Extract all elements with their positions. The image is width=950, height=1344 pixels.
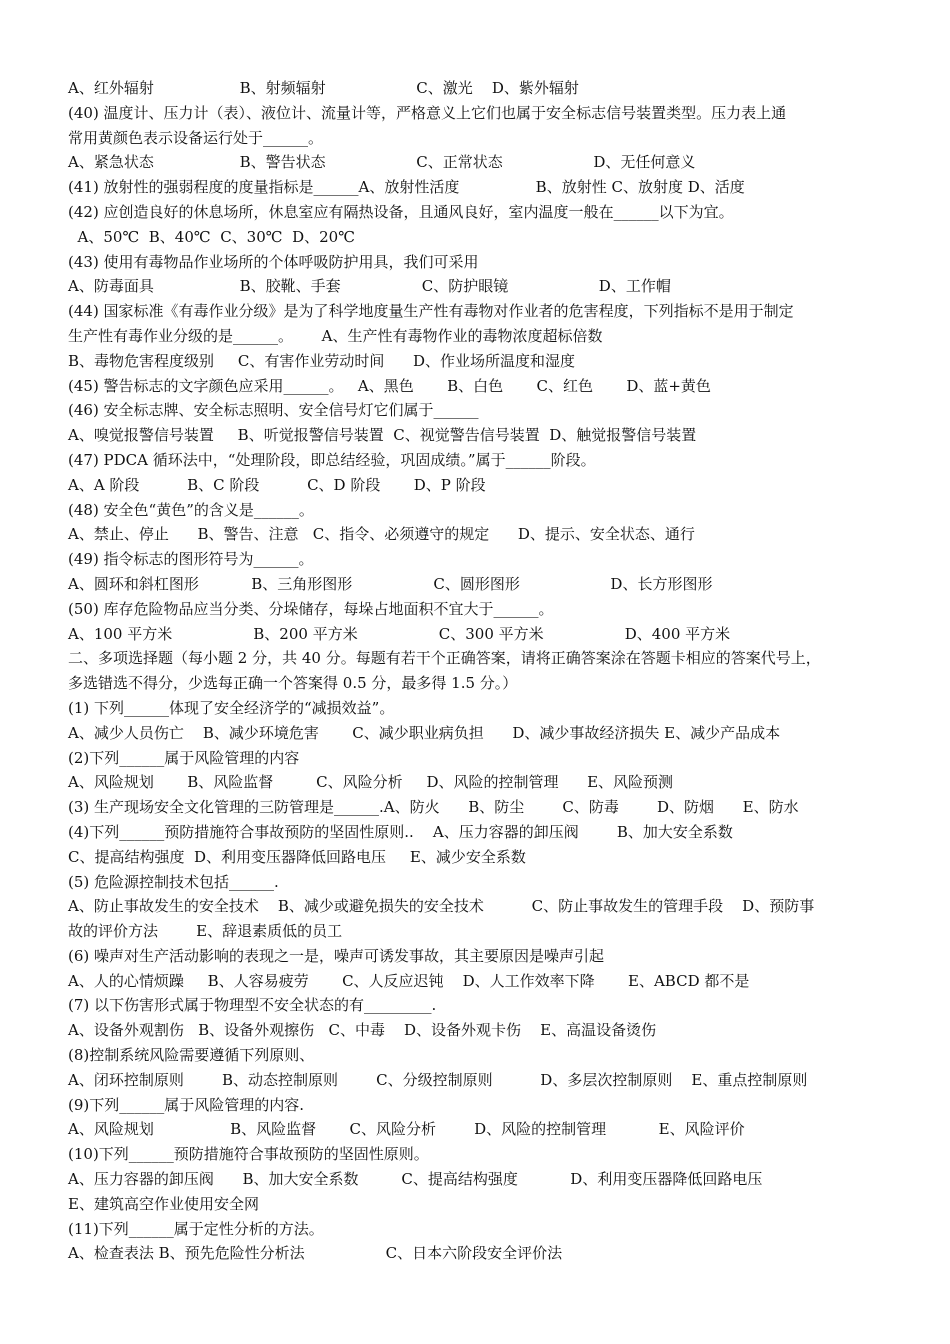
text-line: A、人的心情烦躁 B、人容易疲劳 C、人反应迟钝 D、人工作效率下降 E、ABCD 都不是 — [68, 971, 750, 990]
text-line: (42) 应创造良好的休息场所，休息室应有隔热设备，且通风良好，室内温度一般在______以下为宜。 — [68, 202, 734, 221]
text-line: 多选错选不得分，少选每正确一个答案得 0.5 分，最多得 1.5 分。） — [68, 674, 518, 693]
text-line: (47) PDCA 循环法中，“处理阶段，即总结经验，巩固成绩。”属于______阶段。 — [68, 450, 596, 469]
text-line: (10)下列______预防措施符合事故预防的坚固性原则。 — [68, 1145, 429, 1164]
text-line: (43) 使用有毒物品作业场所的个体呼吸防护用具，我们可采用 — [68, 252, 479, 271]
text-line: 常用黄颜色表示设备运行处于______。 — [68, 128, 324, 147]
text-line: A、圆环和斜杠图形 B、三角形图形 C、圆形图形 D、长方形图形 — [68, 574, 713, 593]
text-line: (46) 安全标志牌、安全标志照明、安全信号灯它们属于______ — [68, 401, 479, 420]
text-line: 故的评价方法 E、辞退素质低的员工 — [68, 922, 343, 941]
text-line: (49) 指令标志的图形符号为______。 — [68, 550, 314, 569]
text-line: (2)下列______属于风险管理的内容 — [68, 748, 300, 767]
text-line: A、嗅觉报警信号装置 B、听觉报警信号装置 C、视觉警告信号装置 D、触觉报警信号装置 — [68, 426, 697, 445]
text-line: B、毒物危害程度级别 C、有害作业劳动时间 D、作业场所温度和湿度 — [68, 351, 575, 370]
text-line: A、A 阶段 B、C 阶段 C、D 阶段 D、P 阶段 — [68, 475, 486, 494]
text-line: A、检查表法 B、预先危险性分析法 C、日本六阶段安全评价法 — [68, 1244, 563, 1263]
exam-page — [68, 76, 888, 1266]
section-heading: 二、多项选择题（每小题 2 分，共 40 分。每题有若干个正确答案，请将正确答案涂在答题卡相应的答案代号上， — [68, 649, 821, 668]
text-line: (48) 安全色“黄色”的含义是______。 — [68, 500, 314, 519]
text-line: A、50℃ B、40℃ C、30℃ D、20℃ — [68, 227, 355, 246]
text-line: A、闭环控制原则 B、动态控制原则 C、分级控制原则 D、多层次控制原则 E、重点控制原则 — [68, 1070, 808, 1089]
text-line: A、压力容器的卸压阀 B、加大安全系数 C、提高结构强度 D、利用变压器降低回路电压 — [68, 1170, 763, 1189]
text-line: (3) 生产现场安全文化管理的三防管理是______.A、防火 B、防尘 C、防毒 D、防烟 E、防水 — [68, 798, 799, 817]
text-line: (45) 警告标志的文字颜色应采用______。 A、黑色 B、白色 C、红色 D、蓝+黄色 — [68, 376, 711, 395]
text-line: C、提高结构强度 D、利用变压器降低回路电压 E、减少安全系数 — [68, 847, 526, 866]
text-line: (41) 放射性的强弱程度的度量指标是______A、放射性活度 B、放射性 C、放射度 D、活度 — [68, 178, 745, 197]
text-line: A、风险规划 B、风险监督 C、风险分析 D、风险的控制管理 E、风险预测 — [68, 773, 674, 792]
text-line: A、设备外观割伤 B、设备外观擦伤 C、中毒 D、设备外观卡伤 E、高温设备烫伤 — [68, 1021, 657, 1040]
text-line: (7) 以下伤害形式属于物理型不安全状态的有_________. — [68, 996, 437, 1015]
text-line: (40) 温度计、压力计（表）、液位计、流量计等，严格意义上它们也属于安全标志信号装置类型。压力表上通 — [68, 103, 787, 122]
text-line: (6) 噪声对生产活动影响的表现之一是，噪声可诱发事故，其主要原因是噪声引起 — [68, 946, 605, 965]
text-line: A、风险规划 B、风险监督 C、风险分析 D、风险的控制管理 E、风险评价 — [68, 1120, 745, 1139]
text-line: (9)下列______属于风险管理的内容. — [68, 1095, 305, 1114]
text-line: (1) 下列______体现了安全经济学的“减损效益”。 — [68, 698, 395, 717]
text-line: 生产性有毒作业分级的是______。 A、生产性有毒物作业的毒物浓度超标倍数 — [68, 326, 603, 345]
text-line: A、100 平方米 B、200 平方米 C、300 平方米 D、400 平方米 — [68, 624, 731, 643]
text-line: (11)下列______属于定性分析的方法。 — [68, 1219, 324, 1238]
text-line: (5) 危险源控制技术包括______. — [68, 872, 279, 891]
text-line: A、防止事故发生的安全技术 B、减少或避免损失的安全技术 C、防止事故发生的管理手段 D、预防事 — [68, 897, 815, 916]
text-line: E、建筑高空作业使用安全网 — [68, 1194, 259, 1213]
text-line: A、防毒面具 B、胶靴、手套 C、防护眼镜 D、工作帽 — [68, 277, 671, 296]
text-line: (44) 国家标准《有毒作业分级》是为了科学地度量生产性有毒物对作业者的危害程度，下列指标不是用于制定 — [68, 302, 794, 321]
text-line: (8)控制系统风险需要遵循下列原则、 — [68, 1046, 315, 1065]
text-line: A、减少人员伤亡 B、减少环境危害 C、减少职业病负担 D、减少事故经济损失 E、减少产品成本 — [68, 723, 781, 742]
text-line: (50) 库存危险物品应当分类、分垛储存，每垛占地面积不宜大于______。 — [68, 599, 554, 618]
text-line: A、禁止、停止 B、警告、注意 C、指令、必须遵守的规定 D、提示、安全状态、通行 — [68, 525, 695, 544]
text-line: A、紧急状态 B、警告状态 C、正常状态 D、无任何意义 — [68, 153, 696, 172]
text-line: A、红外辐射 B、射频辐射 C、激光 D、紫外辐射 — [68, 79, 579, 97]
text-line: (4)下列______预防措施符合事故预防的坚固性原则.. A、压力容器的卸压阀 B、加大安全系数 — [68, 822, 733, 841]
